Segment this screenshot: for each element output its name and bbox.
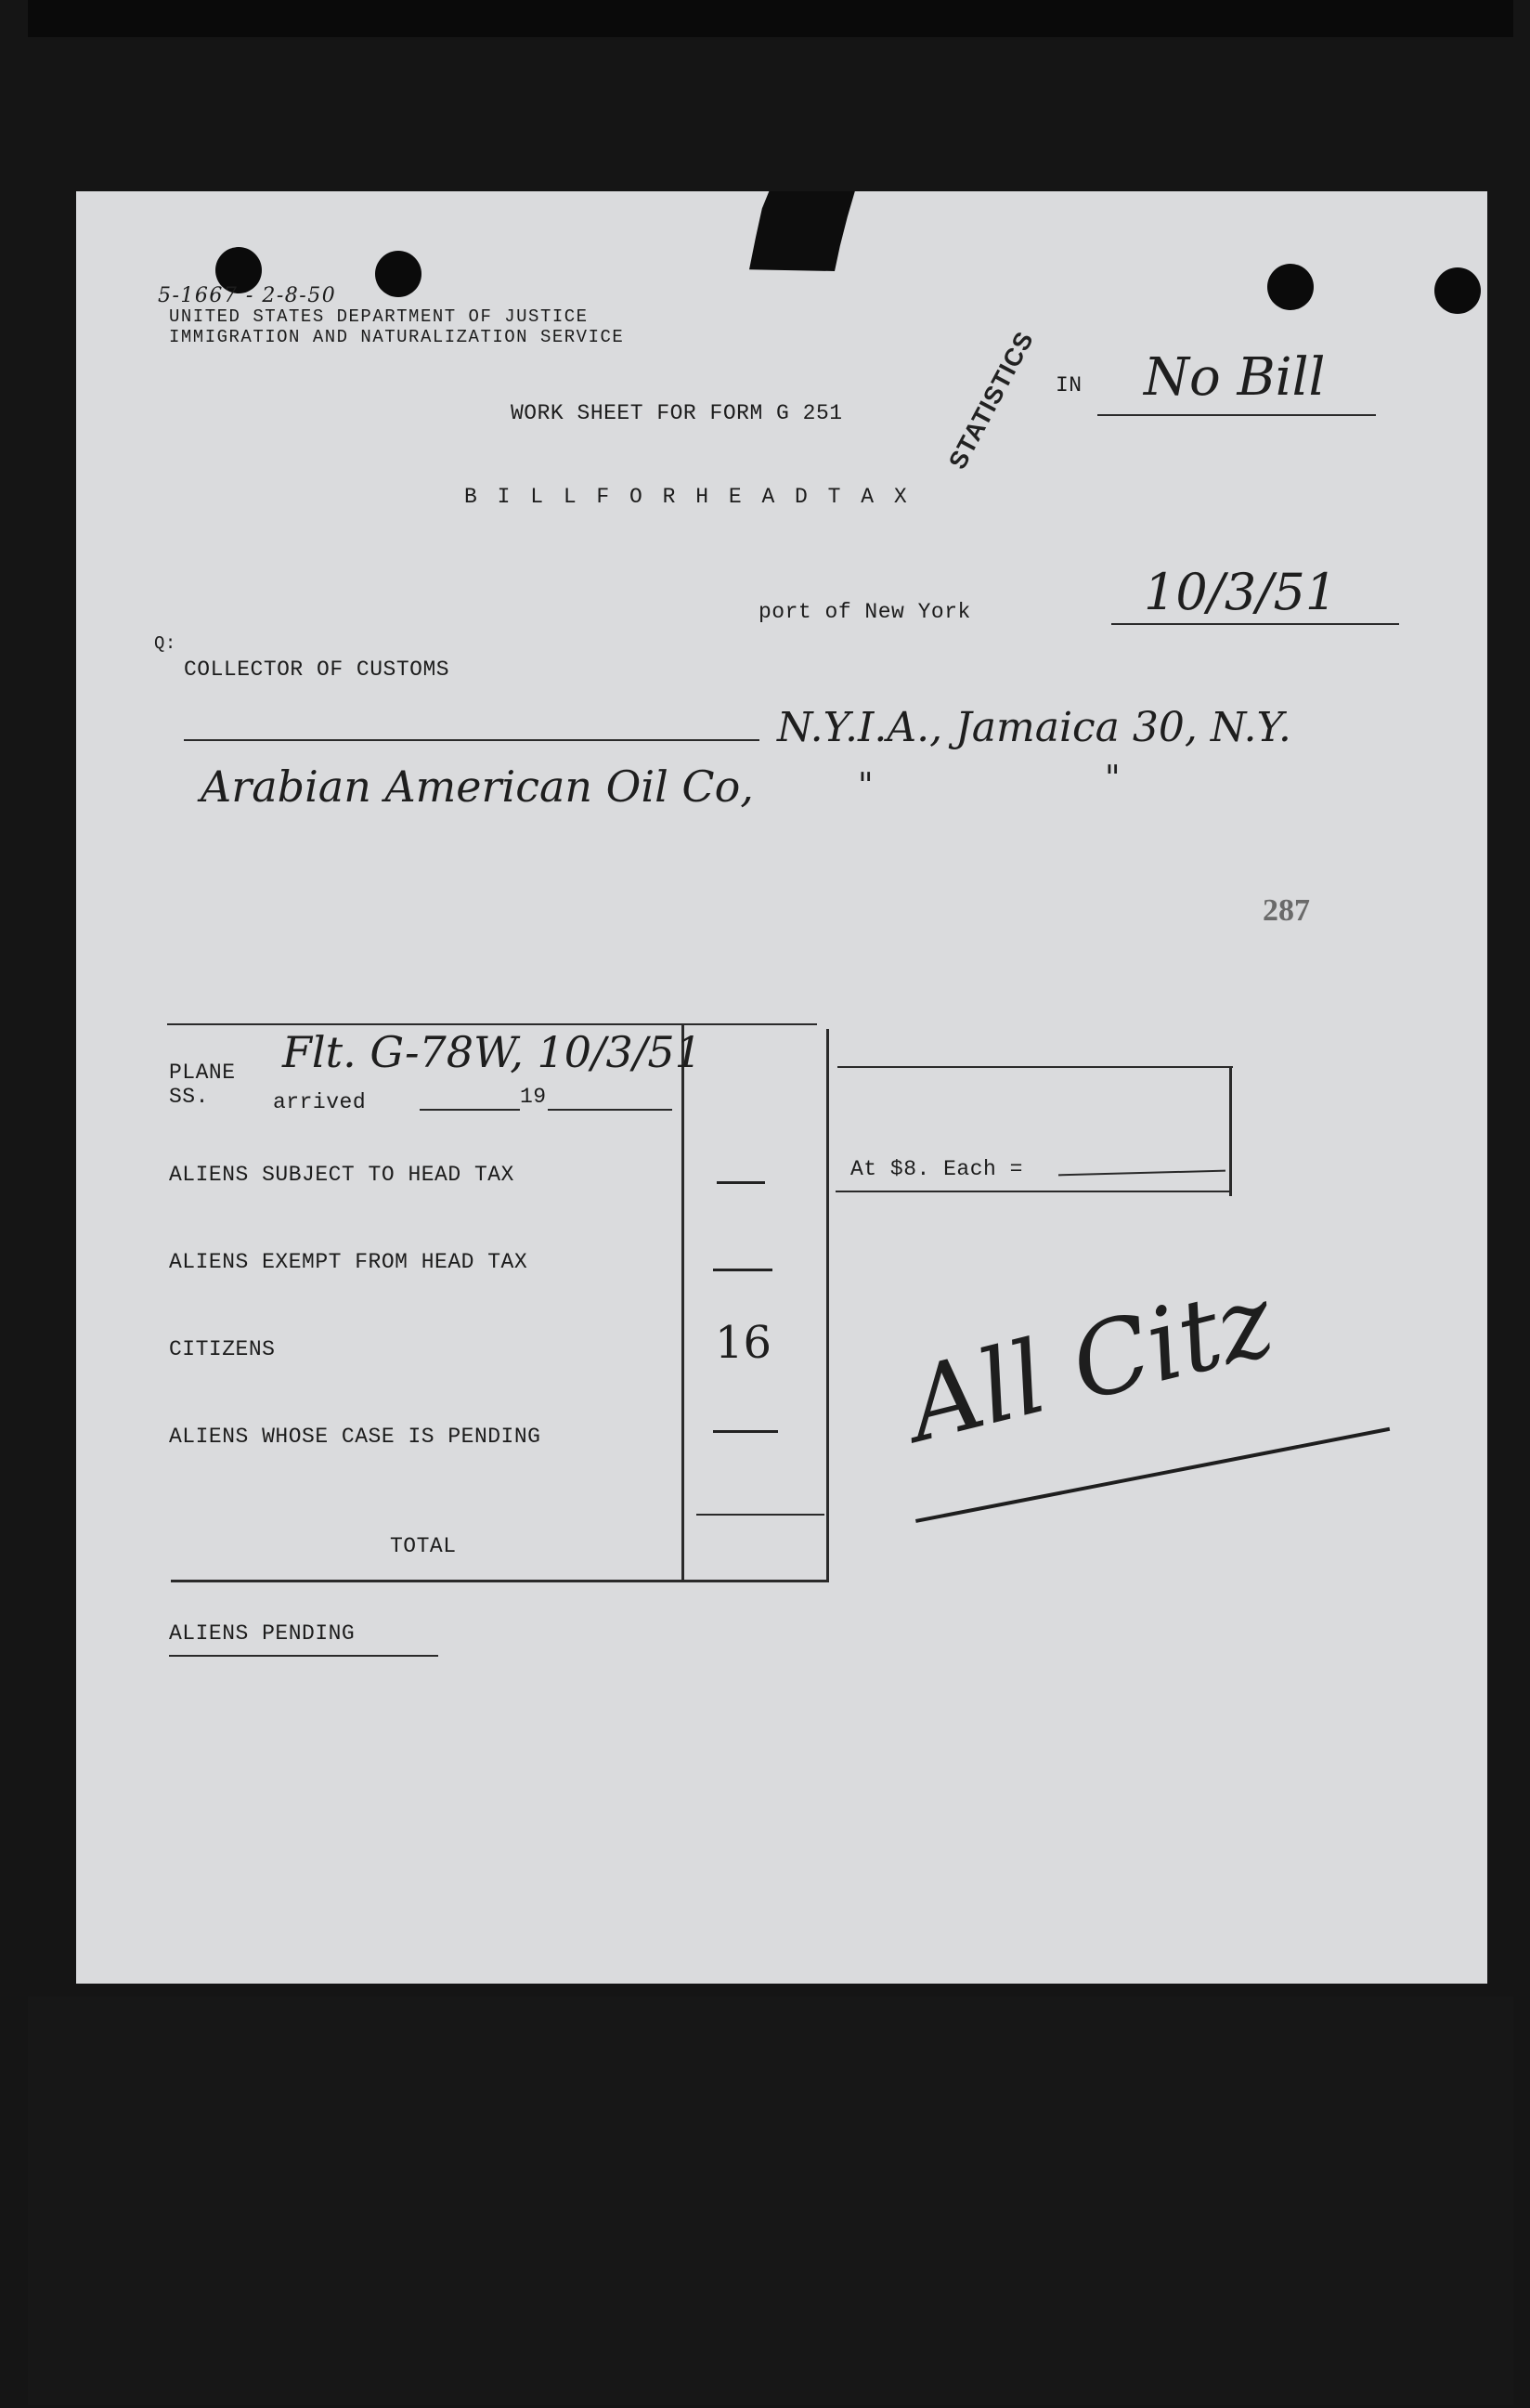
port-label: port of New York xyxy=(759,600,971,624)
form-title: WORK SHEET FOR FORM G 251 xyxy=(511,401,843,425)
addressee-company: Arabian American Oil Co, xyxy=(201,761,754,812)
table-top-border xyxy=(167,1023,817,1025)
table-bottom-border xyxy=(171,1580,828,1582)
arrived-underline xyxy=(420,1109,520,1111)
collector-label: COLLECTOR OF CUSTOMS xyxy=(184,657,450,682)
row-value-dash xyxy=(713,1430,778,1433)
citizens-count: 16 xyxy=(715,1317,772,1369)
ss-label: SS. xyxy=(169,1085,209,1109)
date-underline xyxy=(1111,623,1399,625)
ditto-mark: " xyxy=(1105,760,1121,798)
rate-box-side xyxy=(1229,1066,1232,1196)
row-value-dash xyxy=(713,1269,772,1271)
aliens-pending-underline xyxy=(169,1655,438,1657)
torn-corner xyxy=(749,191,856,271)
statistics-stamp: STATISTICS xyxy=(943,326,1040,475)
flight-info: Flt. G-78W, 10/3/51 xyxy=(282,1027,702,1077)
row-label: ALIENS EXEMPT FROM HEAD TAX xyxy=(169,1250,528,1274)
row-label: ALIENS SUBJECT TO HEAD TAX xyxy=(169,1163,514,1187)
punch-hole xyxy=(375,251,421,297)
arrived-label: arrived xyxy=(273,1090,367,1114)
agency-name: UNITED STATES DEPARTMENT OF JUSTICE xyxy=(169,306,589,327)
scan-border-top xyxy=(28,0,1513,37)
page-number: 287 xyxy=(1263,893,1310,928)
year-underline xyxy=(548,1109,672,1111)
plane-label: PLANE xyxy=(169,1061,236,1085)
addressee-line xyxy=(184,739,759,741)
ditto-mark: " xyxy=(858,767,874,805)
rate-box-top xyxy=(837,1066,1233,1068)
total-label: TOTAL xyxy=(390,1534,457,1558)
in-label: IN xyxy=(1056,373,1083,397)
year-prefix: 19 xyxy=(520,1085,547,1109)
row-label: ALIENS WHOSE CASE IS PENDING xyxy=(169,1425,541,1449)
scan-border-bottom xyxy=(28,1997,1513,2405)
form-reference: 5-1667 - 2-8-50 xyxy=(158,284,337,307)
row-value-dash xyxy=(717,1181,765,1184)
aliens-pending-label: ALIENS PENDING xyxy=(169,1621,356,1646)
rate-label: At $8. Each = xyxy=(850,1157,1023,1181)
in-value: No Bill xyxy=(1144,347,1326,408)
bill-title: B I L L F O R H E A D T A X xyxy=(464,485,911,509)
table-divider xyxy=(681,1023,684,1581)
rate-box-bottom xyxy=(836,1191,1231,1192)
handwritten-note: All Citz xyxy=(897,1262,1285,1465)
to-marker: Q: xyxy=(154,633,176,654)
table-right-border xyxy=(826,1029,829,1582)
row-label: CITIZENS xyxy=(169,1337,276,1361)
total-line xyxy=(696,1514,824,1516)
punch-hole xyxy=(1434,267,1481,314)
addressee-location: N.Y.I.A., Jamaica 30, N.Y. xyxy=(777,704,1291,751)
bill-date: 10/3/51 xyxy=(1144,563,1338,621)
agency-service: IMMIGRATION AND NATURALIZATION SERVICE xyxy=(169,327,625,347)
document-page xyxy=(76,191,1487,1984)
in-underline xyxy=(1097,414,1376,416)
rate-amount-line xyxy=(1058,1170,1225,1177)
punch-hole xyxy=(1267,264,1314,310)
